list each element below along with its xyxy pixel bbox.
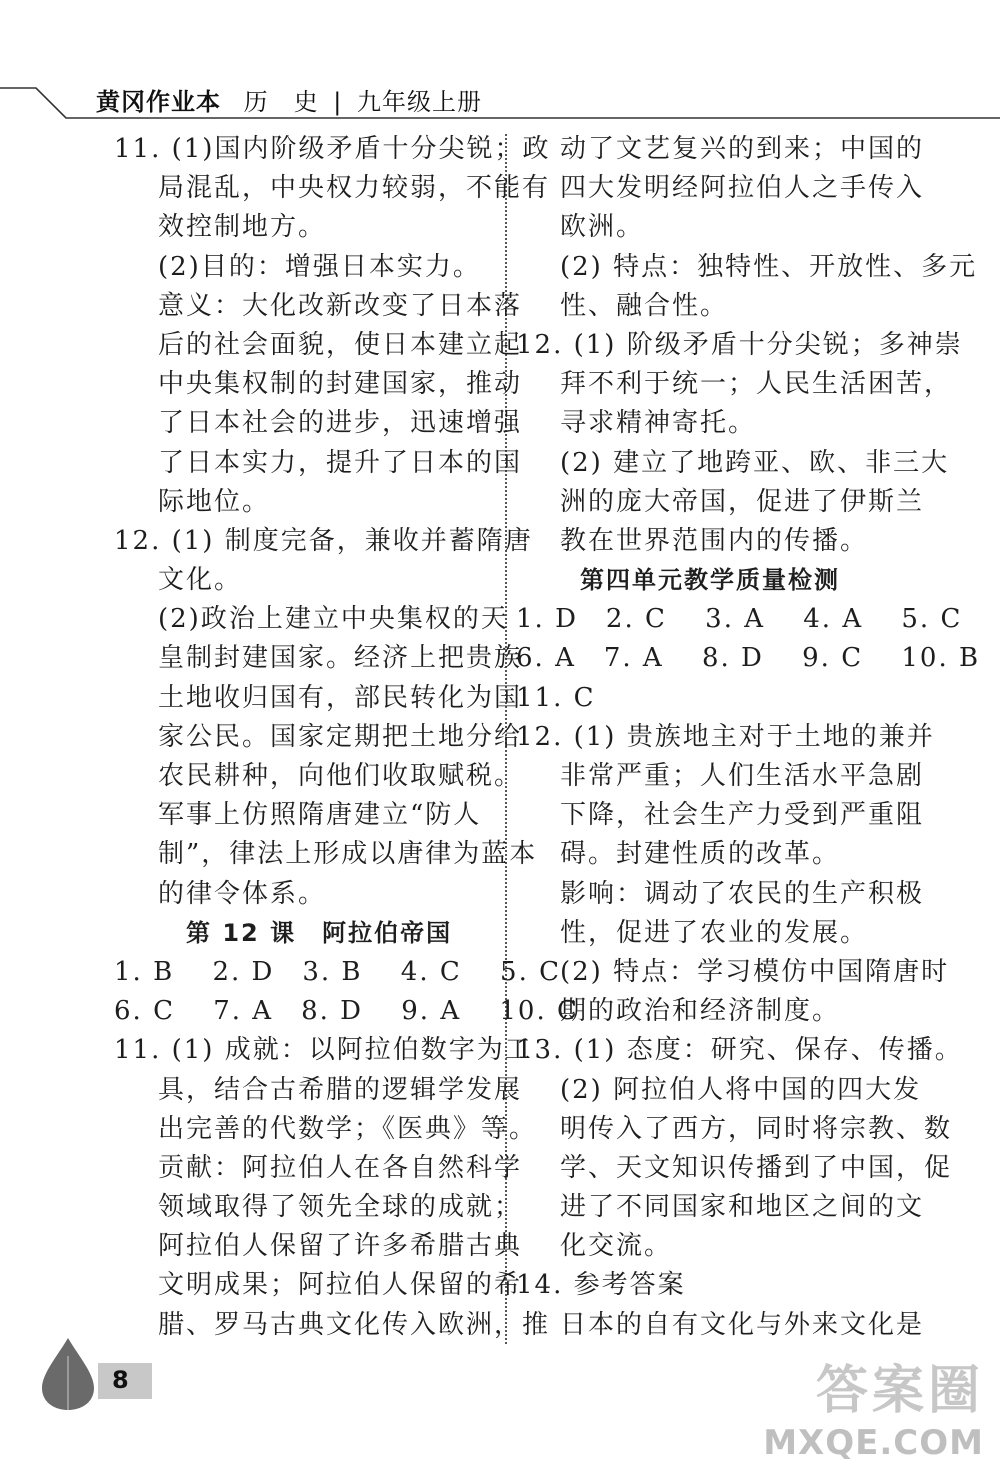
subject-label: 历 史 bbox=[243, 88, 319, 116]
left-line: (2)目的：增强日本实力。 bbox=[158, 251, 481, 282]
right-line: 性、融合性。 bbox=[560, 290, 729, 321]
right-line: (2) 特点：学习模仿中国隋唐时 bbox=[560, 956, 950, 987]
left-line: 皇制封建国家。经济上把贵族 bbox=[158, 643, 523, 674]
right-line: 1. D 2. C 3. A 4. A 5. C bbox=[516, 604, 963, 635]
left-line: 了日本社会的进步，迅速增强 bbox=[158, 408, 523, 439]
left-line: 农民耕种，向他们收取赋税。 bbox=[158, 761, 523, 791]
left-line: 贡献：阿拉伯人在各自然科学 bbox=[158, 1152, 523, 1183]
right-line: 6. A 7. A 8. D 9. C 10. B bbox=[516, 643, 981, 674]
left-line: 军事上仿照隋唐建立“防人 bbox=[158, 800, 482, 831]
right-line: (2) 特点：独特性、开放性、多元 bbox=[560, 251, 978, 282]
right-line: 非常严重；人们生活水平急剧 bbox=[560, 761, 925, 791]
right-line: 14. 参考答案 bbox=[516, 1270, 686, 1301]
left-line: 腊、罗马古典文化传入欧洲，推 bbox=[158, 1309, 551, 1340]
watermark-label: 答案圈 bbox=[815, 1361, 984, 1421]
right-line: 化交流。 bbox=[560, 1231, 673, 1262]
right-line: 欧洲。 bbox=[560, 212, 645, 243]
right-column bbox=[516, 130, 981, 1345]
left-line: 11. (1) 成就：以阿拉伯数字为工 bbox=[114, 1035, 533, 1066]
left-line: 领域取得了领先全球的成就； bbox=[158, 1192, 523, 1223]
right-line: 日本的自有文化与外来文化是 bbox=[560, 1309, 925, 1340]
running-header bbox=[96, 82, 482, 117]
left-line: 效控制地方。 bbox=[158, 212, 327, 243]
left-line: 文化。 bbox=[158, 565, 243, 596]
section-title: 第 12 课 阿拉伯帝国 bbox=[186, 918, 453, 947]
right-line: 12. (1) 阶级矛盾十分尖锐；多神崇 bbox=[516, 329, 963, 360]
left-line: 土地收归国有，部民转化为国 bbox=[158, 682, 523, 713]
left-line: 家公民。国家定期把土地分给 bbox=[158, 721, 523, 752]
left-line: 出完善的代数学；《医典》等。 bbox=[158, 1113, 538, 1144]
left-line: (2)政治上建立中央集权的天 bbox=[158, 604, 509, 635]
right-line: 12. (1) 贵族地主对于土地的兼并 bbox=[516, 721, 935, 752]
right-line: 寻求精神寄托。 bbox=[560, 408, 757, 439]
left-line: 阿拉伯人保留了许多希腊古典 bbox=[158, 1231, 523, 1262]
book-title: 黄冈作业本 bbox=[96, 88, 221, 116]
right-line: 动了文艺复兴的到来；中国的 bbox=[560, 134, 925, 164]
right-line: 13. (1) 态度：研究、保存、传播。 bbox=[516, 1035, 963, 1066]
left-line: 1. B 2. D 3. B 4. C 5. C bbox=[114, 956, 561, 987]
left-line: 了日本实力，提升了日本的国 bbox=[158, 447, 523, 478]
right-line: 明传入了西方，同时将宗教、数 bbox=[560, 1113, 953, 1144]
header-separator: | bbox=[333, 88, 343, 116]
watermark-url: MXQE.COM bbox=[763, 1423, 984, 1463]
left-line: 际地位。 bbox=[158, 486, 271, 517]
left-line: 局混乱，中央权力较弱，不能有 bbox=[158, 173, 551, 204]
right-line: 四大发明经阿拉伯人之手传入 bbox=[560, 173, 925, 204]
left-line: 后的社会面貌，使日本建立起 bbox=[158, 329, 523, 360]
right-line: (2) 阿拉伯人将中国的四大发 bbox=[560, 1074, 922, 1105]
right-line: 期的政治和经济制度。 bbox=[560, 996, 841, 1027]
right-line: 洲的庞大帝国，促进了伊斯兰 bbox=[560, 486, 925, 517]
right-line: 碍。封建性质的改革。 bbox=[560, 839, 841, 870]
left-line: 6. C 7. A 8. D 9. A 10. C bbox=[114, 996, 579, 1027]
right-line: (2) 建立了地跨亚、欧、非三大 bbox=[560, 447, 950, 478]
left-line: 12. (1) 制度完备，兼收并蓄隋唐 bbox=[114, 525, 533, 556]
left-line: 意义：大化改新改变了日本落 bbox=[158, 290, 523, 321]
right-line: 下降，社会生产力受到严重阻 bbox=[560, 800, 925, 831]
watermark bbox=[763, 1348, 984, 1463]
left-line: 11. (1)国内阶级矛盾十分尖锐；政 bbox=[114, 134, 551, 164]
right-line: 影响：调动了农民的生产积极 bbox=[560, 878, 925, 909]
right-line: 拜不利于统一；人民生活困苦， bbox=[560, 369, 953, 400]
grade-label: 九年级上册 bbox=[357, 88, 483, 116]
leaf-icon bbox=[38, 1336, 98, 1412]
page-number: 8 bbox=[112, 1366, 129, 1394]
left-line: 制”，律法上形成以唐律为蓝本 bbox=[158, 839, 538, 870]
section-title: 第四单元教学质量检测 bbox=[580, 566, 840, 595]
left-line: 文明成果；阿拉伯人保留的希 bbox=[158, 1270, 523, 1301]
right-line: 学、天文知识传播到了中国，促 bbox=[560, 1152, 953, 1183]
left-line: 的律令体系。 bbox=[158, 878, 327, 909]
left-line: 具，结合古希腊的逻辑学发展 bbox=[158, 1074, 523, 1105]
left-line: 中央集权制的封建国家，推动 bbox=[158, 369, 523, 400]
right-line: 性，促进了农业的发展。 bbox=[560, 917, 869, 948]
right-line: 进了不同国家和地区之间的文 bbox=[560, 1192, 925, 1223]
right-line: 11. C bbox=[516, 682, 596, 713]
right-line: 教在世界范围内的传播。 bbox=[560, 525, 869, 556]
